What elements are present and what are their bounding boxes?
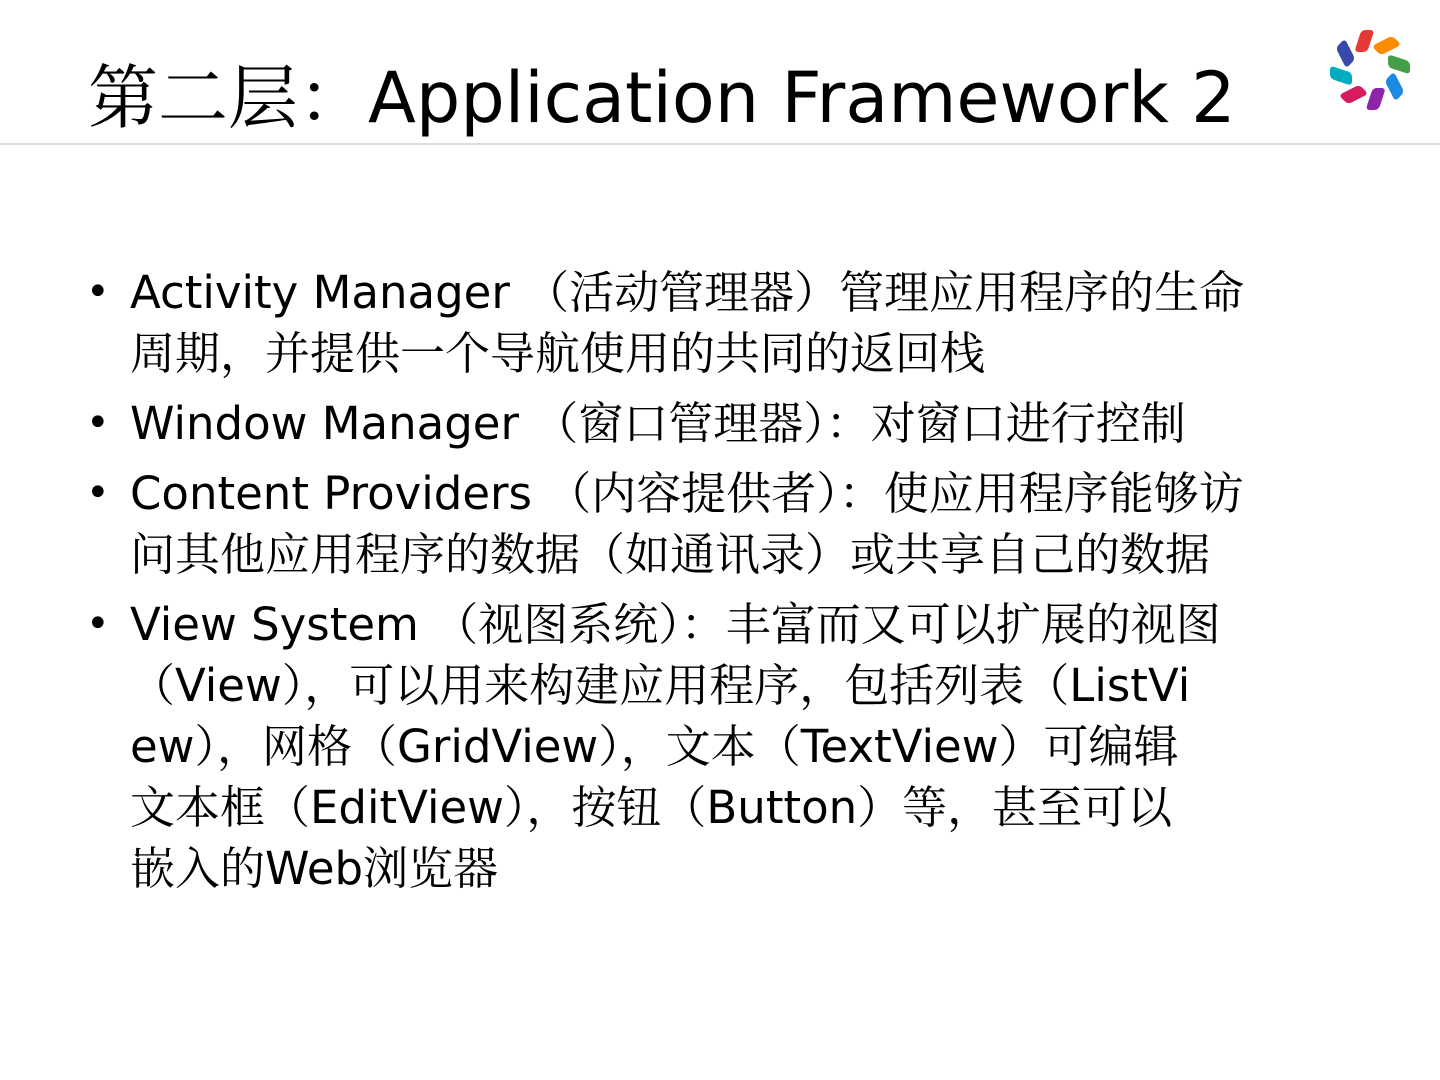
bullet-text: Activity Manager （活动管理器）管理应用程序的生命 周期，并提供一个导航使用的共同的返回栈 [130,266,1245,380]
bullet-marker: • [86,601,110,647]
slide-title: 第二层：Application Framework 2 [88,57,1236,139]
logo-petal [1366,88,1386,110]
logo-petal [1354,30,1374,52]
bullet-marker: • [86,470,110,516]
logo-petal [1336,39,1356,69]
bullet-item-window-manager [82,393,1362,454]
logo-petal [1339,85,1369,105]
logo-petal [1330,66,1352,86]
bullet-text: Window Manager （窗口管理器）：对窗口进行控制 [130,397,1186,450]
bullet-list [82,262,1362,908]
logo-petal [1388,54,1410,74]
pinwheel-logo-icon [1322,22,1418,118]
bullet-text: Content Providers （内容提供者）：使应用程序能够访 问其他应用程序的数据（如通讯录）或共享自己的数据 [130,467,1244,581]
logo-petal [1385,72,1405,102]
bullet-marker: • [86,269,110,315]
bullet-marker: • [86,400,110,446]
bullet-item-view-system [82,594,1362,899]
title-divider [0,143,1440,145]
bullet-text: View System （视图系统）：丰富而又可以扩展的视图 （View），可以用来构建应用程序，包括列表（ListVi ew），网格（GridView），文本（TextView）可编辑 文本框（EditView），按钮（Button）等，甚至可以 嵌入的Web浏览器 [130,598,1221,895]
bullet-item-content-providers [82,463,1362,585]
logo-petal [1372,36,1402,56]
bullet-item-activity-manager [82,262,1362,384]
